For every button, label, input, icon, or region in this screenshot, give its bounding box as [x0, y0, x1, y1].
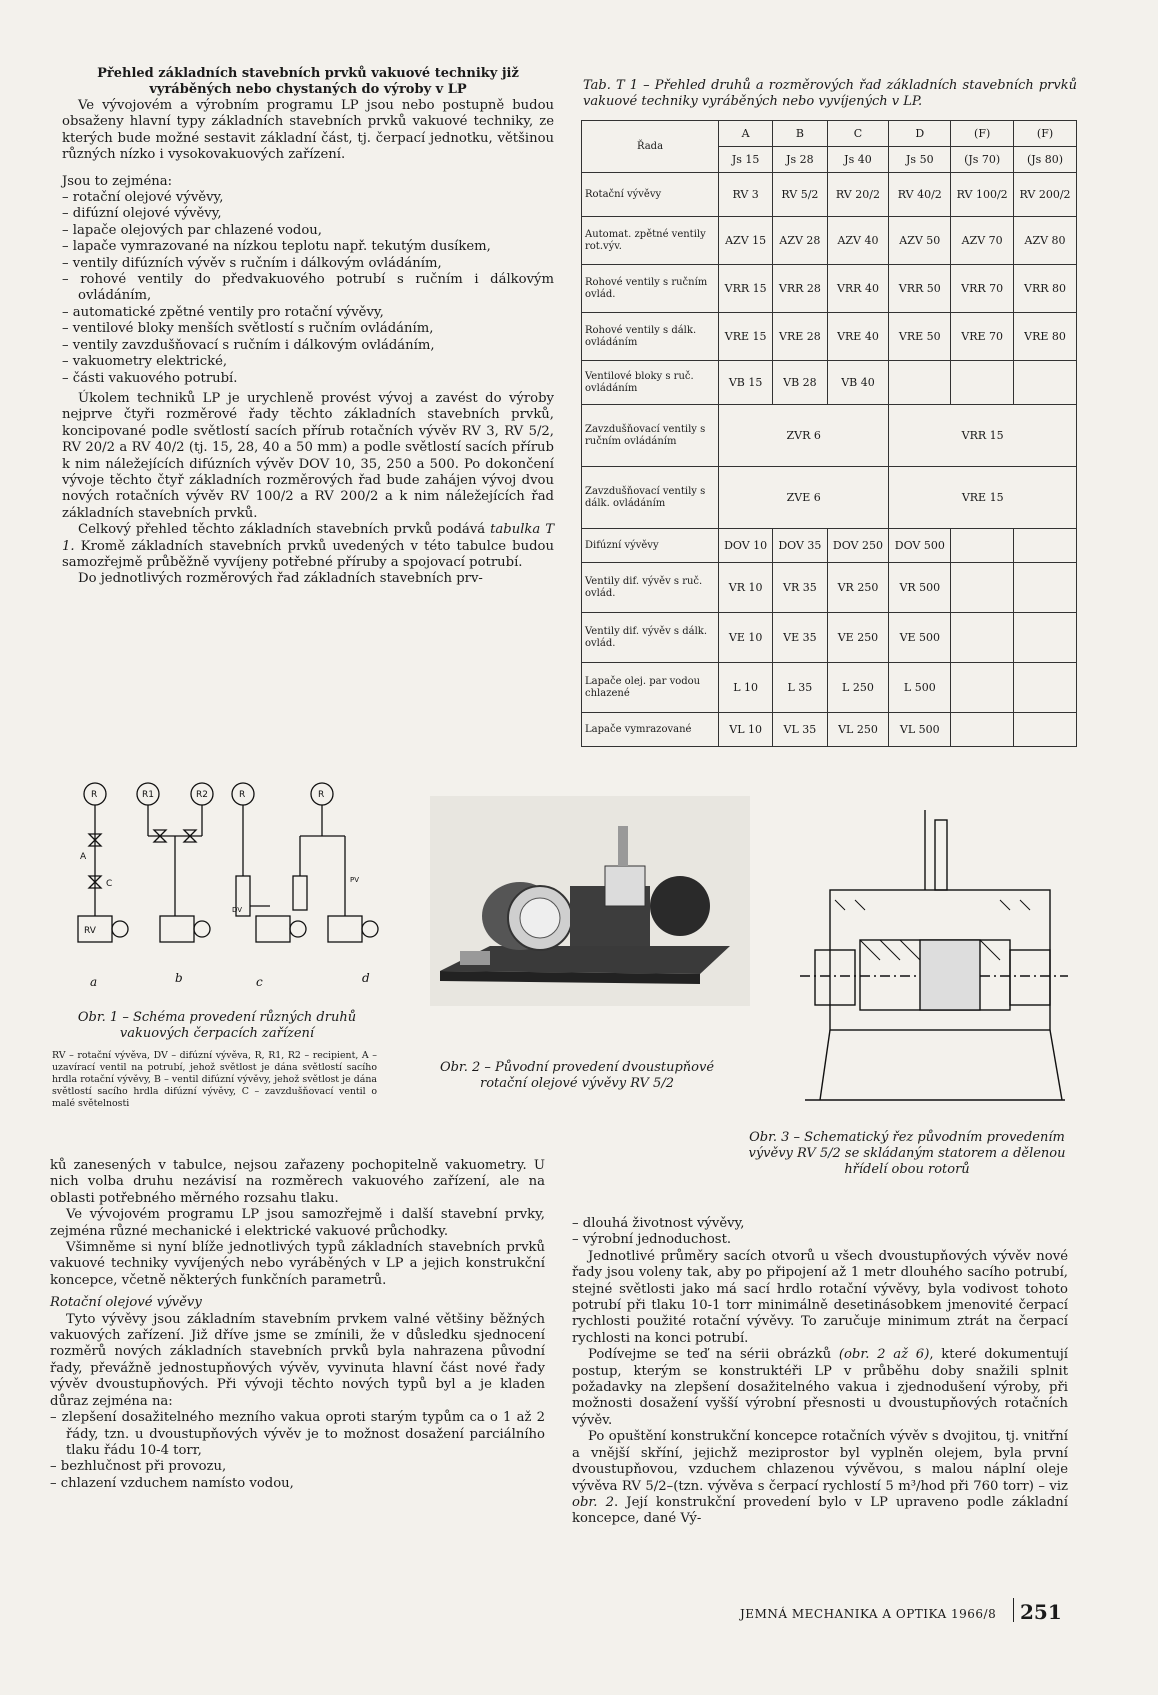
list-item: – chlazení vzduchem namísto vodou,	[50, 1476, 545, 1492]
table-row	[582, 713, 1077, 747]
table-cell: VB 40	[827, 361, 889, 405]
table-cell: VRR 40	[827, 265, 889, 313]
paragraph: Ve vývojovém a výrobním programu LP jsou nebo postupně budou obsaženy hlavní typy základních stavebních prvků vakuové techniky, ze kterých bude možné sestavit základní část, tj. čerpací jednotku, většinou různých nízko i vysokovakuových zařízení.	[62, 98, 554, 163]
table-cell: VRR 28	[773, 265, 827, 313]
list-item: – zlepšení dosažitelného mezního vakua oproti starým typům ca o 1 až 2 řády, tzn. u dvoustupňových vývěv je to možnost dosažení parciálního tlaku řádu 10-4 torr,	[50, 1410, 545, 1459]
table-header-cell: (Js 80)	[1014, 147, 1077, 173]
element-list	[50, 1410, 545, 1492]
table-cell: RV 200/2	[1014, 173, 1077, 217]
table-header-cell: Js 15	[719, 147, 773, 173]
table-cell: ZVE 6	[719, 467, 889, 529]
table-row	[582, 405, 1077, 467]
footer-divider	[1013, 1598, 1014, 1622]
table-row-label: Ventily dif. vývěv s dálk. ovlád.	[582, 613, 719, 663]
list-item: – difúzní olejové vývěvy,	[62, 206, 554, 222]
table-header-cell: B	[773, 121, 827, 147]
table-cell	[1014, 361, 1077, 405]
list-item: – rohové ventily do předvakuového potrubí s ručním i dálkovým ovládáním,	[62, 272, 554, 305]
table-t1	[581, 120, 1077, 747]
paragraph: Ve vývojovém programu LP jsou samozřejmě i další stavební prvky, zejména různé mechanické i elektrické vakuové průchodky.	[50, 1207, 545, 1239]
table-cell	[889, 361, 951, 405]
table-row-label: Zavzdušňovací ventily s ručním ovládáním	[582, 405, 719, 467]
table-cell: RV 100/2	[951, 173, 1014, 217]
table-cell: VRE 80	[1014, 313, 1077, 361]
list-item: – ventily zavzdušňovací s ručním i dálkovým ovládáním,	[62, 338, 554, 354]
paragraph: Jednotlivé průměry sacích otvorů u všech dvoustupňových vývěv nové řady jsou voleny tak, aby po připojení až 1 metr dlouhého sacího potrubí, stejné světlosti jako má sací hrdlo rotační vývěvy, byla vodivost tohoto potrubí při tlaku 10-1 torr minimálně desetinásobkem jmenovité čerpací rychlosti použité rotační vývěvy. To zaručuje minimum ztrát na čerpací rychlosti na konci potrubí.	[572, 1248, 1068, 1346]
table-header-cell: A	[719, 121, 773, 147]
list-item: – lapače vymrazované na nízkou teplotu např. tekutým dusíkem,	[62, 239, 554, 255]
table-cell: VR 35	[773, 563, 827, 613]
figure-3-caption: Obr. 3 – Schematický řez původním provedením vývěvy RV 5/2 se skládaným statorem a dělenou hřídelí obou rotorů	[748, 1130, 1066, 1177]
table-cell: L 250	[827, 663, 889, 713]
table-cell: DOV 10	[719, 529, 773, 563]
subfigure-label: d	[362, 971, 370, 985]
list-item: – vakuometry elektrické,	[62, 354, 554, 370]
label-r2: R2	[196, 790, 208, 800]
paragraph: Úkolem techniků LP je urychleně provést vývoj a zavést do výroby nejprve čtyři rozměrové řady těchto základních stavebních prvků, koncipované podle světlostí sacích přírub rotačních vývěv RV 3, RV 5/2, RV 20/2 a RV 40/2 (tj. 15, 28, 40 a 50 mm) a podle světlostí sacích přírub k nim náležejících difúzních vývěv DOV 10, 35, 250 a 500. Po dokončení vývoje těchto čtyř základních rozměrových řad bude zahájen vývoj dvou nových rotačních vývěv RV 100/2 a RV 200/2 a k nim náležejících řad základních stavebních prvků.	[62, 390, 554, 521]
label-r1: R1	[142, 790, 154, 800]
table-cell	[951, 713, 1014, 747]
list-item: – výrobní jednoduchost.	[572, 1232, 1068, 1248]
label-c: C	[106, 879, 113, 889]
table-cell: VL 250	[827, 713, 889, 747]
table-header-cell: (F)	[951, 121, 1014, 147]
paragraph: Do jednotlivých rozměrových řad základních stavebních prv-	[78, 571, 483, 587]
list-item: – automatické zpětné ventily pro rotační vývěvy,	[62, 305, 554, 321]
table-row-label: Lapače olej. par vodou chlazené	[582, 663, 719, 713]
figure-1-legend: RV – rotační vývěva, DV – difúzní vývěva, R, R1, R2 – recipient, A – uzavírací ventil na potrubí, jehož světlost je dána světlostí sacího hrdla rotační vývěvy, B – ventil difúzní vývěvy, jehož světlost je dána světlostí sacího hrdla difúzní vývěvy, C – zavzdušňovací ventil o malé světelnosti	[52, 1050, 377, 1109]
table-row	[582, 563, 1077, 613]
list-item: – bezhlučnost při provozu,	[50, 1459, 545, 1475]
table-cell: DOV 500	[889, 529, 951, 563]
table-cell: AZV 28	[773, 217, 827, 265]
table-cell: VRE 28	[773, 313, 827, 361]
table-cell: VRR 50	[889, 265, 951, 313]
list-item: – lapače olejových par chlazené vodou,	[62, 223, 554, 239]
table-row-label: Automat. zpětné ventily rot.výv.	[582, 217, 719, 265]
table-cell: VRE 40	[827, 313, 889, 361]
right-column-bottom	[572, 1216, 1068, 1528]
table-cell: DOV 35	[773, 529, 827, 563]
figure-1-schematic	[60, 776, 400, 996]
table-cell: VE 250	[827, 613, 889, 663]
label-r: R	[239, 790, 246, 800]
label-pv: PV	[350, 876, 360, 884]
list-item: – části vakuového potrubí.	[62, 371, 554, 387]
left-column-top	[62, 66, 554, 588]
table-header-cell: Js 40	[827, 147, 889, 173]
table-cell: VR 500	[889, 563, 951, 613]
label-r: R	[91, 790, 98, 800]
table-cell: VL 10	[719, 713, 773, 747]
table-cell: VR 10	[719, 563, 773, 613]
table-cell: VL 500	[889, 713, 951, 747]
table-header-cell: (F)	[1014, 121, 1077, 147]
table-cell: ZVR 6	[719, 405, 889, 467]
paragraph: Podívejme se teď na sérii obrázků (obr. 2 až 6), které dokumentují postup, kterým se konstruktéři LP v průběhu doby snažili splnit požadavky na zlepšení dosažitelného vakua i zjednodušení výroby, při možnosti dosažení vyšší výrobní přesnosti u dvoustupňových rotačních vývěv.	[572, 1347, 1069, 1428]
paragraph: Všimněme si nyní blíže jednotlivých typů základních stavebních prvků vakuové techniky vyvíjených nebo vyráběných v LP a jejich konstrukční koncepce, včetně některých funkčních parametrů.	[50, 1240, 545, 1288]
table-row	[582, 361, 1077, 405]
table-cell: VB 15	[719, 361, 773, 405]
table-cell: L 10	[719, 663, 773, 713]
table-header-cell: (Js 70)	[951, 147, 1014, 173]
table-row	[582, 313, 1077, 361]
table-cell: VRE 70	[951, 313, 1014, 361]
rotary-pump-icon	[160, 916, 194, 942]
table-cell: VRE 50	[889, 313, 951, 361]
table-cell: L 500	[889, 663, 951, 713]
table-row-label: Zavzdušňovací ventily s dálk. ovládáním	[582, 467, 719, 529]
list-item: – ventilové bloky menších světlostí s ručním ovládáním,	[62, 321, 554, 337]
table-header-rada: Řada	[582, 121, 719, 173]
paragraph: Po opuštění konstrukční koncepce rotačních vývěv s dvojitou, tj. vnitřní a vnější skříní, jejichž meziprostor byl vyplněn olejem, byla první dvoustupňovou, vzduchem chlazenou vývěvou, s malou náplní oleje vývěva RV 5/2–(tzn. vývěva s čerpací rychlostí 5 m³/hod při 760 torr) – viz obr. 2. Její konstrukční provedení bylo v LP upraveno podle základní koncepce, dané Vý-	[572, 1429, 1068, 1527]
table-cell: AZV 70	[951, 217, 1014, 265]
table-cell	[951, 361, 1014, 405]
list-item: – ventily difúzních vývěv s ručním i dálkovým ovládáním,	[62, 256, 554, 272]
table-row-label: Difúzní vývěvy	[582, 529, 719, 563]
table-cell: L 35	[773, 663, 827, 713]
table-cell	[951, 529, 1014, 563]
table-cell: AZV 15	[719, 217, 773, 265]
table-cell: VR 250	[827, 563, 889, 613]
table-cell: RV 3	[719, 173, 773, 217]
label-r: R	[318, 790, 325, 800]
table-row-label: Rohové ventily s ručním ovlád.	[582, 265, 719, 313]
table-cell: RV 5/2	[773, 173, 827, 217]
table-row-label: Lapače vymrazované	[582, 713, 719, 747]
figure-1-caption: Obr. 1 – Schéma provedení různých druhů vakuových čerpacích zařízení	[77, 1010, 357, 1041]
table-cell	[1014, 613, 1077, 663]
rotary-pump-icon	[256, 916, 290, 942]
table-header-cell: C	[827, 121, 889, 147]
table-caption: Tab. T 1 – Přehled druhů a rozměrových řad základních stavebních prvků vakuové techniky vyráběných nebo vyvíjených v LP.	[583, 78, 1077, 109]
element-list	[572, 1216, 1068, 1249]
table-header-cell: Js 28	[773, 147, 827, 173]
label-dv: DV	[232, 906, 243, 914]
table-cell: VRR 70	[951, 265, 1014, 313]
table-cell: VL 35	[773, 713, 827, 747]
table-cell: VE 500	[889, 613, 951, 663]
table-row	[582, 663, 1077, 713]
element-list	[62, 190, 554, 387]
table-cell: RV 20/2	[827, 173, 889, 217]
figure-3-section	[800, 800, 1070, 1130]
left-column-bottom	[50, 1158, 545, 1492]
table-row	[582, 173, 1077, 217]
table-cell	[1014, 713, 1077, 747]
table-row	[582, 529, 1077, 563]
table-cell: DOV 250	[827, 529, 889, 563]
section-heading: Přehled základních stavebních prvků vakuové techniky již vyráběných nebo chystaných do výroby v LP	[97, 66, 519, 97]
table-cell: RV 40/2	[889, 173, 951, 217]
subheading: Rotační olejové vývěvy	[50, 1295, 202, 1311]
table-row	[582, 467, 1077, 529]
paragraph: Celkový přehled těchto základních stavebních prvků podává tabulka T 1. Kromě základních stavebních prvků uvedených v této tabulce budou samozřejmě průběžně vyvíjeny potřebné příruby a spojovací potrubí.	[62, 522, 555, 570]
table-cell: VRE 15	[889, 467, 1077, 529]
table-row-label: Ventily dif. vývěv s ruč. ovlád.	[582, 563, 719, 613]
label-a: A	[80, 852, 87, 862]
list-item: – dlouhá životnost vývěvy,	[572, 1216, 1068, 1232]
page-number: 251	[1020, 1600, 1062, 1624]
table-header-cell: Js 50	[889, 147, 951, 173]
diffusion-pump-icon	[293, 876, 307, 910]
table-row-label: Rohové ventily s dálk. ovládáním	[582, 313, 719, 361]
table-cell	[1014, 663, 1077, 713]
paragraph: Tyto vývěvy jsou základním stavebním prvkem valné většiny běžných vakuových zařízení. Již dříve jsme se zmínili, že v důsledku sjednocení rozměrů nových základních stavebních prvků byla nahrazena původní řady, převážně jednostupňových vývěv, vyvinuta hlavní část nové řady vývěv dvoustupňových. Při vývoji těchto nových typů byl a je kladen důraz zejména na:	[50, 1311, 545, 1409]
table-row-label: Ventilové bloky s ruč. ovládáním	[582, 361, 719, 405]
paragraph: ků zanesených v tabulce, nejsou zařazeny pochopitelně vakuometry. U nich volba druhu nezávisí na rozměrech vakuového zařízení, ale na oblasti potřebného měrného rozsahu tlaku.	[50, 1158, 545, 1206]
table-header-cell: D	[889, 121, 951, 147]
figure-2-caption: Obr. 2 – Původní provedení dvoustupňové rotační olejové vývěvy RV 5/2	[439, 1060, 715, 1091]
subfigure-label: b	[175, 971, 183, 985]
table-header-row	[582, 121, 1077, 147]
subfigure-label: a	[90, 975, 98, 989]
subfigure-label: c	[256, 975, 263, 989]
table-cell: VRR 15	[889, 405, 1077, 467]
table-cell	[951, 663, 1014, 713]
table-cell: VRR 80	[1014, 265, 1077, 313]
table-cell: VRR 15	[719, 265, 773, 313]
journal-footer: JEMNÁ MECHANIKA A OPTIKA 1966/8	[740, 1607, 997, 1621]
table-cell: AZV 50	[889, 217, 951, 265]
table-cell	[1014, 563, 1077, 613]
table-cell: AZV 80	[1014, 217, 1077, 265]
label-rv: RV	[84, 926, 96, 936]
table-row-label: Rotační vývěvy	[582, 173, 719, 217]
list-item: – rotační olejové vývěvy,	[62, 190, 554, 206]
table-cell	[1014, 529, 1077, 563]
paragraph: Jsou to zejména:	[62, 173, 173, 189]
table-cell: VB 28	[773, 361, 827, 405]
table-cell	[951, 563, 1014, 613]
table-row	[582, 265, 1077, 313]
table-cell: VE 35	[773, 613, 827, 663]
table-cell: AZV 40	[827, 217, 889, 265]
table-cell: VE 10	[719, 613, 773, 663]
table-cell: VRE 15	[719, 313, 773, 361]
rotary-pump-icon	[328, 916, 362, 942]
figure-2-photo	[430, 796, 750, 1006]
table-row	[582, 613, 1077, 663]
table-cell	[951, 613, 1014, 663]
table-row	[582, 217, 1077, 265]
